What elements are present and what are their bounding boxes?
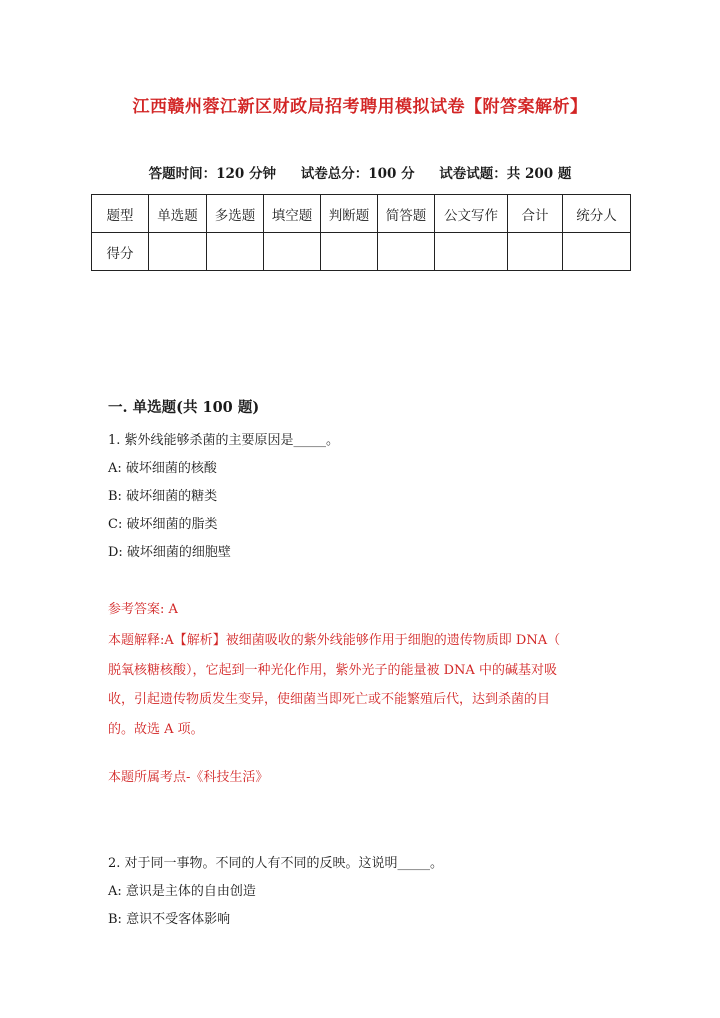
score-cell (378, 233, 435, 271)
header-cell: 公文写作 (435, 195, 508, 233)
question-1-option-a: A: 破坏细菌的核酸 (108, 461, 217, 476)
header-cell: 多选题 (207, 195, 264, 233)
header-cell: 统分人 (563, 195, 631, 233)
question-2-option-b: B: 意识不受客体影响 (108, 912, 231, 927)
header-cell: 题型 (92, 195, 149, 233)
score-cell (563, 233, 631, 271)
header-cell: 简答题 (378, 195, 435, 233)
score-row-label: 得分 (92, 233, 149, 271)
score-cell (321, 233, 378, 271)
explanation-line: 收，引起遗传物质发生变异，使细菌当即死亡或不能繁殖后代，达到杀菌的目 (108, 692, 551, 707)
header-cell: 合计 (508, 195, 563, 233)
score-cell (207, 233, 264, 271)
score-table-score-row (92, 233, 631, 271)
exam-time: 答题时间：120 分钟 (148, 166, 276, 182)
score-table-header-row (92, 195, 631, 233)
page-title: 江西赣州蓉江新区财政局招考聘用模拟试卷【附答案解析】 (132, 97, 588, 117)
question-2-option-a: A: 意识是主体的自由创造 (108, 884, 256, 899)
question-1-stem: 1. 紫外线能够杀菌的主要原因是_____。 (108, 433, 340, 448)
header-cell: 单选题 (149, 195, 207, 233)
header-cell: 填空题 (264, 195, 321, 233)
exam-question-count: 试卷试题：共 200 题 (439, 166, 572, 182)
question-2-stem: 2. 对于同一事物。不同的人有不同的反映。这说明_____。 (108, 856, 444, 871)
score-table (91, 194, 631, 271)
question-1-explanation (108, 626, 608, 744)
explanation-line: 本题解释:A【解析】被细菌吸收的紫外线能够作用于细胞的遗传物质即 DNA（ (108, 633, 561, 648)
header-cell: 判断题 (321, 195, 378, 233)
question-1-knowledge-point: 本题所属考点-《科技生活》 (108, 770, 269, 785)
score-cell (149, 233, 207, 271)
question-1-option-b: B: 破坏细菌的糖类 (108, 489, 218, 504)
question-1-option-d: D: 破坏细菌的细胞壁 (108, 545, 231, 560)
score-cell (508, 233, 563, 271)
section-title: 一. 单选题(共 100 题) (108, 399, 260, 416)
explanation-line: 脱氧核糖核酸），它起到一种光化作用，紫外光子的能量被 DNA 中的碱基对吸 (108, 662, 557, 678)
score-cell (435, 233, 508, 271)
question-1-answer: 参考答案: A (108, 602, 178, 617)
exam-total-score: 试卷总分：100 分 (300, 166, 415, 182)
exam-meta (0, 162, 720, 182)
explanation-line: 的。故选 A 项。 (108, 721, 204, 737)
question-1-option-c: C: 破坏细菌的脂类 (108, 517, 218, 532)
score-cell (264, 233, 321, 271)
